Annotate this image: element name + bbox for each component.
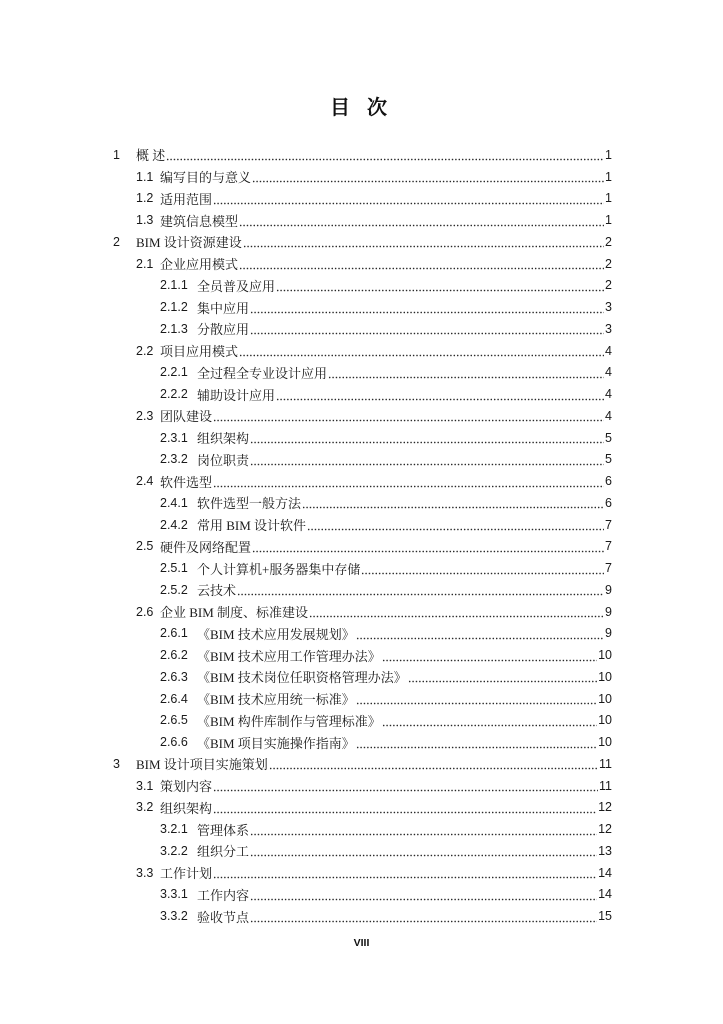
dot-leader bbox=[243, 245, 604, 248]
section-title: 组织架构 bbox=[197, 431, 250, 447]
toc-entry-3-3-1 bbox=[0, 884, 723, 906]
section-title: 软件选型 bbox=[160, 474, 213, 490]
section-title: 全过程全专业设计应用 bbox=[197, 365, 328, 381]
section-number: 3 bbox=[113, 756, 120, 771]
page-number: 4 bbox=[605, 365, 612, 380]
section-number: 3.2.2 bbox=[160, 843, 188, 858]
page-number: 1 bbox=[605, 147, 612, 162]
section-title: 常用 BIM 设计软件 bbox=[197, 518, 307, 534]
page-number: 4 bbox=[605, 408, 612, 423]
toc-entry-2-2-1 bbox=[0, 362, 723, 384]
section-title: 编写目的与意义 bbox=[160, 170, 252, 186]
section-title: 全员普及应用 bbox=[197, 278, 276, 294]
dot-leader bbox=[213, 419, 604, 422]
section-number: 2.6 bbox=[136, 604, 154, 619]
toc-title: 目 次 bbox=[330, 97, 393, 119]
section-title: 个人计算机+服务器集中存储 bbox=[197, 561, 361, 577]
toc-entry-2-6-1 bbox=[0, 623, 723, 645]
dot-leader bbox=[309, 615, 604, 618]
toc-entry-2-6-2 bbox=[0, 644, 723, 666]
section-title: 企业 BIM 制度、标准建设 bbox=[160, 605, 309, 621]
toc-entry-2-2 bbox=[0, 340, 723, 362]
toc-entry-2-5-1 bbox=[0, 557, 723, 579]
section-number: 2.6.1 bbox=[160, 626, 188, 641]
page-number: 7 bbox=[605, 561, 612, 576]
section-number: 3.3.2 bbox=[160, 909, 188, 924]
section-number: 2.3.2 bbox=[160, 452, 188, 467]
section-number: 2.4 bbox=[136, 474, 154, 489]
section-number: 1.2 bbox=[136, 191, 154, 206]
toc-entry-2-6-5 bbox=[0, 710, 723, 732]
section-title: 《BIM 技术应用发展规划》 bbox=[197, 626, 355, 642]
toc-entry-2-6-4 bbox=[0, 688, 723, 710]
section-title: 企业应用模式 bbox=[160, 257, 239, 273]
toc-entry-2-5-2 bbox=[0, 579, 723, 601]
dot-leader bbox=[328, 376, 604, 379]
dot-leader bbox=[213, 485, 604, 488]
section-number: 2.1.1 bbox=[160, 278, 188, 293]
dot-leader bbox=[302, 506, 604, 509]
section-number: 3.3 bbox=[136, 865, 154, 880]
toc-entry-2-3-1 bbox=[0, 427, 723, 449]
dot-leader bbox=[250, 441, 604, 444]
section-title: 组织分工 bbox=[197, 844, 250, 860]
page-number: 4 bbox=[605, 343, 612, 358]
section-title: 《BIM 技术应用统一标准》 bbox=[197, 692, 355, 708]
toc-entry-2 bbox=[0, 231, 723, 253]
toc-entry-2-4-1 bbox=[0, 492, 723, 514]
section-number: 2.1.3 bbox=[160, 321, 188, 336]
section-title: 《BIM 技术岗位任职资格管理办法》 bbox=[197, 670, 407, 686]
section-number: 2 bbox=[113, 234, 120, 249]
section-title: 管理体系 bbox=[197, 822, 250, 838]
dot-leader bbox=[237, 593, 604, 596]
dot-leader bbox=[250, 463, 604, 466]
dot-leader bbox=[213, 202, 604, 205]
page-number: 6 bbox=[605, 495, 612, 510]
toc-entry-3-1 bbox=[0, 775, 723, 797]
section-title: 《BIM 技术应用工作管理办法》 bbox=[197, 648, 381, 664]
section-number: 3.1 bbox=[136, 778, 154, 793]
page-number: 10 bbox=[598, 735, 612, 750]
page-number: 2 bbox=[605, 256, 612, 271]
dot-leader bbox=[269, 767, 598, 770]
toc-entry-1-2 bbox=[0, 188, 723, 210]
toc-entry-3-3-2 bbox=[0, 905, 723, 927]
dot-leader bbox=[382, 659, 597, 662]
section-number: 2.2.1 bbox=[160, 365, 188, 380]
section-title: 验收节点 bbox=[197, 909, 250, 925]
toc-entry-3-2-1 bbox=[0, 818, 723, 840]
section-number: 2.3.1 bbox=[160, 430, 188, 445]
dot-leader bbox=[307, 528, 604, 531]
dot-leader bbox=[356, 637, 604, 640]
section-title: 适用范围 bbox=[160, 191, 213, 207]
page-number: 7 bbox=[605, 539, 612, 554]
toc-entry-2-4-2 bbox=[0, 514, 723, 536]
toc-entry-2-6-6 bbox=[0, 731, 723, 753]
page-number: 7 bbox=[605, 517, 612, 532]
page-number-footer: VIII bbox=[353, 937, 370, 949]
page-number: 1 bbox=[605, 169, 612, 184]
dot-leader bbox=[356, 702, 597, 705]
toc-entry-2-6-3 bbox=[0, 666, 723, 688]
page-number: 4 bbox=[605, 387, 612, 402]
page-number: 15 bbox=[598, 909, 612, 924]
dot-leader bbox=[252, 180, 604, 183]
section-title: 策划内容 bbox=[160, 779, 213, 795]
section-number: 2.5.1 bbox=[160, 561, 188, 576]
page-number: 10 bbox=[598, 713, 612, 728]
toc-entry-2-3 bbox=[0, 405, 723, 427]
page-number: 14 bbox=[598, 887, 612, 902]
section-number: 1.1 bbox=[136, 169, 154, 184]
page-number: 5 bbox=[605, 452, 612, 467]
dot-leader bbox=[239, 267, 604, 270]
section-number: 2.2.2 bbox=[160, 387, 188, 402]
section-title: BIM 设计项目实施策划 bbox=[136, 757, 268, 773]
section-number: 2.4.2 bbox=[160, 517, 188, 532]
section-number: 2.6.4 bbox=[160, 691, 188, 706]
section-title: 软件选型一般方法 bbox=[197, 496, 302, 512]
toc-entry-3-2-2 bbox=[0, 840, 723, 862]
section-title: 辅助设计应用 bbox=[197, 387, 276, 403]
section-number: 2.6.2 bbox=[160, 648, 188, 663]
dot-leader bbox=[213, 811, 597, 814]
dot-leader bbox=[250, 854, 597, 857]
section-title: 项目应用模式 bbox=[160, 344, 239, 360]
page-number: 1 bbox=[605, 191, 612, 206]
section-number: 3.3.1 bbox=[160, 887, 188, 902]
toc-entry-2-1-2 bbox=[0, 296, 723, 318]
section-title: 概 述 bbox=[136, 148, 166, 164]
section-title: 《BIM 项目实施操作指南》 bbox=[197, 735, 355, 751]
section-title: 组织架构 bbox=[160, 800, 213, 816]
section-title: 工作计划 bbox=[160, 866, 213, 882]
page-number: 11 bbox=[599, 778, 612, 793]
section-title: 建筑信息模型 bbox=[160, 213, 239, 229]
section-number: 3.2.1 bbox=[160, 822, 188, 837]
dot-leader bbox=[250, 833, 597, 836]
toc-entry-3 bbox=[0, 753, 723, 775]
dot-leader bbox=[276, 398, 604, 401]
toc-entry-1-3 bbox=[0, 209, 723, 231]
section-number: 2.6.5 bbox=[160, 713, 188, 728]
dot-leader bbox=[276, 289, 604, 292]
dot-leader bbox=[250, 920, 597, 923]
section-title: 云技术 bbox=[197, 583, 237, 599]
section-number: 2.5.2 bbox=[160, 582, 188, 597]
dot-leader bbox=[252, 550, 604, 553]
page-number: 11 bbox=[599, 756, 612, 771]
toc-entry-3-3 bbox=[0, 862, 723, 884]
section-number: 2.6.6 bbox=[160, 735, 188, 750]
page-number: 5 bbox=[605, 430, 612, 445]
section-number: 2.3 bbox=[136, 408, 154, 423]
dot-leader bbox=[250, 311, 604, 314]
section-title: 集中应用 bbox=[197, 300, 250, 316]
section-title: BIM 设计资源建设 bbox=[136, 235, 242, 251]
toc-entry-2-1 bbox=[0, 253, 723, 275]
section-number: 2.2 bbox=[136, 343, 154, 358]
dot-leader bbox=[361, 572, 604, 575]
page-number: 2 bbox=[605, 234, 612, 249]
section-number: 1.3 bbox=[136, 213, 154, 228]
page-number: 1 bbox=[605, 213, 612, 228]
table-of-contents bbox=[0, 144, 723, 927]
section-number: 2.6.3 bbox=[160, 669, 188, 684]
section-number: 2.1.2 bbox=[160, 300, 188, 315]
toc-entry-2-2-2 bbox=[0, 383, 723, 405]
toc-entry-2-3-2 bbox=[0, 449, 723, 471]
section-number: 3.2 bbox=[136, 800, 154, 815]
page-number: 3 bbox=[605, 321, 612, 336]
section-number: 2.1 bbox=[136, 256, 154, 271]
page-number: 9 bbox=[605, 604, 612, 619]
toc-entry-1 bbox=[0, 144, 723, 166]
toc-entry-2-6 bbox=[0, 601, 723, 623]
page-number: 10 bbox=[598, 691, 612, 706]
dot-leader bbox=[239, 354, 604, 357]
page-number: 14 bbox=[598, 865, 612, 880]
section-number: 2.4.1 bbox=[160, 495, 188, 510]
toc-entry-2-4 bbox=[0, 470, 723, 492]
section-number: 1 bbox=[113, 147, 120, 162]
dot-leader bbox=[213, 789, 598, 792]
toc-entry-2-1-3 bbox=[0, 318, 723, 340]
page-number: 6 bbox=[605, 474, 612, 489]
section-title: 团队建设 bbox=[160, 409, 213, 425]
section-title: 工作内容 bbox=[197, 887, 250, 903]
dot-leader bbox=[382, 724, 597, 727]
toc-entry-1-1 bbox=[0, 166, 723, 188]
page-number: 2 bbox=[605, 278, 612, 293]
page-number: 12 bbox=[598, 822, 612, 837]
page-number: 10 bbox=[598, 648, 612, 663]
page-number: 13 bbox=[598, 843, 612, 858]
page-number: 3 bbox=[605, 300, 612, 315]
page-number: 9 bbox=[605, 582, 612, 597]
dot-leader bbox=[250, 332, 604, 335]
page-number: 12 bbox=[598, 800, 612, 815]
section-title: 分散应用 bbox=[197, 322, 250, 338]
dot-leader bbox=[250, 898, 597, 901]
dot-leader bbox=[408, 680, 597, 683]
page-number: 10 bbox=[598, 669, 612, 684]
dot-leader bbox=[356, 746, 597, 749]
toc-entry-2-5 bbox=[0, 536, 723, 558]
section-title: 硬件及网络配置 bbox=[160, 539, 252, 555]
section-title: 岗位职责 bbox=[197, 452, 250, 468]
section-number: 2.5 bbox=[136, 539, 154, 554]
page-number: 9 bbox=[605, 626, 612, 641]
section-title: 《BIM 构件库制作与管理标准》 bbox=[197, 713, 381, 729]
dot-leader bbox=[166, 158, 604, 161]
dot-leader bbox=[213, 876, 597, 879]
toc-entry-3-2 bbox=[0, 797, 723, 819]
dot-leader bbox=[239, 224, 604, 227]
toc-entry-2-1-1 bbox=[0, 275, 723, 297]
